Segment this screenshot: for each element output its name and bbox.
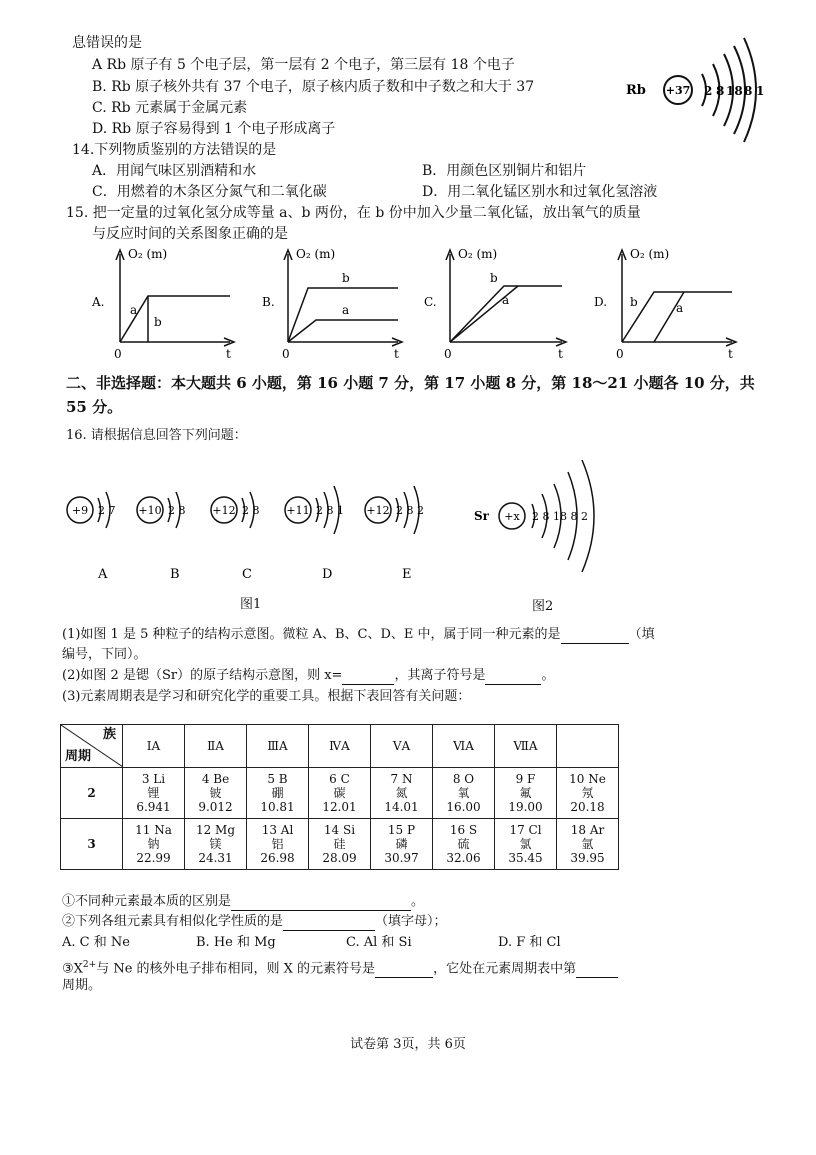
graph-c xyxy=(424,247,566,361)
graph-a-curve2: b xyxy=(154,315,162,329)
graph-a-label: A. xyxy=(92,295,105,309)
rb-atom-diagram xyxy=(618,34,768,154)
q13-stem-tail: 息错误的是 xyxy=(72,35,142,51)
rb-shell-1: 2 xyxy=(704,84,713,98)
element-cell: 12 Mg 镁 24.31 xyxy=(185,819,247,870)
q16-sub2-text-a: (2)如图 2 是锶（Sr）的原子结构示意图，则 x= xyxy=(62,668,343,683)
q14-option-c: C．用燃着的木条区分氮气和二氧化碳 xyxy=(92,184,327,200)
group-header: ⅠA xyxy=(123,725,185,768)
particle-b xyxy=(137,492,186,582)
element-cell: 14 Si 硅 28.09 xyxy=(309,819,371,870)
q16-c2-end: （填字母）； xyxy=(375,914,447,929)
q16-c1-end: 。 xyxy=(411,894,425,909)
element-cell: 3 Li 锂 6.941 xyxy=(123,768,185,819)
q16-c3-blank-symbol[interactable] xyxy=(375,964,433,978)
particle-b-nucleus: +10 xyxy=(138,504,162,517)
particle-a-nucleus: +9 xyxy=(71,504,89,517)
graph-a-curve1: a xyxy=(130,303,138,317)
graph-b xyxy=(262,247,402,361)
page-footer: 试卷第 3页，共 6页 xyxy=(350,1037,466,1052)
section2-heading-line2: 55 分。 xyxy=(66,398,123,416)
graph-b-label: B. xyxy=(262,295,275,309)
sr-nucleus: +x xyxy=(504,510,520,523)
graph-d-ylabel: O₂ (m) xyxy=(630,247,670,261)
graph-b-curve1: b xyxy=(342,271,350,285)
q15-graphs xyxy=(80,242,760,366)
sr-symbol: Sr xyxy=(474,509,489,523)
q16-c2-text: ②下列各组元素具有相似化学性质的是 xyxy=(62,914,284,929)
graph-d-curve1: b xyxy=(630,295,638,309)
particle-e xyxy=(365,486,424,582)
table-row-period-3 xyxy=(61,819,619,870)
element-cell: 6 C 碳 12.01 xyxy=(309,768,371,819)
q16-c2-blank[interactable] xyxy=(283,917,375,931)
q16-c2-option-a: A. C 和 Ne xyxy=(62,935,130,950)
corner-group-label: 族 xyxy=(102,727,116,742)
graph-a-ylabel: O₂ (m) xyxy=(128,247,168,261)
graph-c-xlabel: t xyxy=(558,347,563,361)
q15-stem-line1: 15. 把一定量的过氧化氢分成等量 a、b 两份，在 b 份中加入少量二氧化锰，放出氧气的质量 xyxy=(66,205,641,221)
table-corner xyxy=(61,725,123,768)
rb-symbol: Rb xyxy=(626,83,646,98)
element-cell: 10 Ne 氖 20.18 xyxy=(557,768,619,819)
element-cell: 15 P 磷 30.97 xyxy=(371,819,433,870)
graph-c-origin: 0 xyxy=(444,347,452,361)
particle-d xyxy=(285,486,344,582)
q13-option-b: B. Rb 原子核外共有 37 个电子，原子核内质子数和中子数之和大于 37 xyxy=(92,79,535,95)
particle-c-label: C xyxy=(242,567,252,582)
fig1-caption: 图1 xyxy=(240,597,262,612)
q16-c3-text-a: ③X xyxy=(62,961,83,977)
element-cell: 7 N 氮 14.01 xyxy=(371,768,433,819)
corner-period-label: 周期 xyxy=(65,749,92,764)
graph-d-curve2: a xyxy=(676,301,684,315)
rb-shell-3: 18 xyxy=(726,84,743,98)
q15-stem-line2: 与反应时间的关系图象正确的是 xyxy=(92,226,288,242)
graph-c-curve1: b xyxy=(490,271,498,285)
graph-d-origin: 0 xyxy=(616,347,624,361)
rb-shell-5: 1 xyxy=(756,84,765,98)
table-row-period-2 xyxy=(61,768,619,819)
particle-e-nucleus: +12 xyxy=(366,504,390,517)
particle-c xyxy=(211,492,260,582)
group-header: ⅦA xyxy=(495,725,557,768)
particle-c-nucleus: +12 xyxy=(212,504,236,517)
element-cell: 5 B 硼 10.81 xyxy=(247,768,309,819)
q16-sub1-blank[interactable] xyxy=(561,630,629,644)
q16-c3-text-c: ，它处在元素周期表中第 xyxy=(433,961,577,977)
q16-c1-text: ①不同种元素最本质的区别是 xyxy=(62,894,232,909)
q16-c2-option-d: D. F 和 Cl xyxy=(498,935,561,950)
particle-a xyxy=(67,492,116,582)
q16-c2-option-c: C. Al 和 Si xyxy=(346,935,412,950)
periodic-table xyxy=(60,724,619,870)
figure1-particles xyxy=(60,478,460,588)
element-cell: 11 Na 钠 22.99 xyxy=(123,819,185,870)
particle-b-shells: 2 8 xyxy=(168,504,186,517)
graph-d xyxy=(594,247,736,361)
q13-option-c: C. Rb 元素属于金属元素 xyxy=(92,100,248,116)
q16-c2-option-b: B. He 和 Mg xyxy=(196,935,276,950)
q16-sub1-line2: 编号，下同）。 xyxy=(62,647,147,662)
graph-a xyxy=(91,247,234,361)
q14-stem: 14.下列物质鉴别的方法错误的是 xyxy=(72,142,277,158)
figure2-sr-atom xyxy=(470,454,620,584)
group-header: ⅢA xyxy=(247,725,309,768)
q16-stem: 16. 请根据信息回答下列问题： xyxy=(66,428,247,443)
q16-c1-blank[interactable] xyxy=(231,897,411,911)
graph-c-curve2: a xyxy=(502,293,510,307)
section2-heading-line1: 二、非选择题：本大题共 6 小题，第 16 小题 7 分，第 17 小题 8 分，第 18～21 小题各 10 分，共 xyxy=(66,374,755,392)
graph-b-curve2: a xyxy=(342,303,350,317)
group-header: ⅣA xyxy=(309,725,371,768)
q16-sub2-text-c: 。 xyxy=(541,668,555,683)
q14-option-d: D．用二氧化锰区别水和过氧化氢溶液 xyxy=(422,184,658,200)
q16-c3-superscript: 2+ xyxy=(82,960,97,970)
particle-b-label: B xyxy=(170,567,180,582)
element-cell: 17 Cl 氯 35.45 xyxy=(495,819,557,870)
graph-d-xlabel: t xyxy=(728,347,733,361)
particle-a-shells: 2 7 xyxy=(98,504,116,517)
element-cell: 8 O 氧 16.00 xyxy=(433,768,495,819)
group-header: ⅡA xyxy=(185,725,247,768)
period-number: 3 xyxy=(61,819,123,870)
particle-d-label: D xyxy=(322,567,333,582)
group-header: ⅥA xyxy=(433,725,495,768)
rb-shell-2: 8 xyxy=(716,84,725,98)
q16-sub1-tail: （填 xyxy=(628,627,655,642)
fig2-caption: 图2 xyxy=(532,599,554,614)
element-cell: 18 Ar 氩 39.95 xyxy=(557,819,619,870)
graph-a-origin: 0 xyxy=(114,347,122,361)
element-cell: 16 S 硫 32.06 xyxy=(433,819,495,870)
graph-b-ylabel: O₂ (m) xyxy=(296,247,336,261)
graph-b-origin: 0 xyxy=(282,347,290,361)
periodic-table-header xyxy=(61,725,619,768)
q16-c3-line2: 周期。 xyxy=(62,978,102,993)
q13-option-a: A Rb 原子有 5 个电子层，第一层有 2 个电子，第三层有 18 个电子 xyxy=(92,57,515,73)
particle-a-label: A xyxy=(98,567,108,582)
q16-c3-blank-period[interactable] xyxy=(576,964,618,978)
particle-e-label: E xyxy=(402,567,412,582)
particle-d-shells: 2 8 1 xyxy=(316,504,344,517)
q16-c3-text-b: 与 Ne 的核外电子排布相同，则 X 的元素符号是 xyxy=(96,961,376,977)
element-cell: 13 Al 铝 26.98 xyxy=(247,819,309,870)
q14-option-a: A．用闻气味区别酒精和水 xyxy=(92,163,257,179)
rb-shell-4: 8 xyxy=(744,84,753,98)
q16-sub2-text-b: ，其离子符号是 xyxy=(394,668,486,683)
element-cell: 4 Be 铍 9.012 xyxy=(185,768,247,819)
graph-d-label: D. xyxy=(594,295,608,309)
graph-c-label: C. xyxy=(424,295,437,309)
particle-e-shells: 2 8 2 xyxy=(396,504,424,517)
q13-option-d: D. Rb 原子容易得到 1 个电子形成离子 xyxy=(92,121,336,137)
element-cell: 9 F 氟 19.00 xyxy=(495,768,557,819)
group-header: ⅤA xyxy=(371,725,433,768)
graph-c-ylabel: O₂ (m) xyxy=(458,247,498,261)
q16-sub2-blank-x[interactable] xyxy=(342,671,394,685)
rb-nucleus: +37 xyxy=(665,84,691,97)
period-number: 2 xyxy=(61,768,123,819)
q16-sub2-blank-ion[interactable] xyxy=(485,671,541,685)
graph-a-xlabel: t xyxy=(226,347,231,361)
particle-c-shells: 2 8 xyxy=(242,504,260,517)
graph-b-xlabel: t xyxy=(394,347,399,361)
q16-sub3: (3)元素周期表是学习和研究化学的重要工具。根据下表回答有关问题： xyxy=(62,689,471,704)
group-header xyxy=(557,725,619,768)
q14-option-b: B．用颜色区别铜片和铝片 xyxy=(422,163,587,179)
sr-shells: 2 8 18 8 2 xyxy=(532,510,588,523)
particle-d-nucleus: +11 xyxy=(286,504,310,517)
q16-sub1-text: (1)如图 1 是 5 种粒子的结构示意图。微粒 A、B、C、D、E 中，属于同一种元素的是 xyxy=(62,627,561,642)
